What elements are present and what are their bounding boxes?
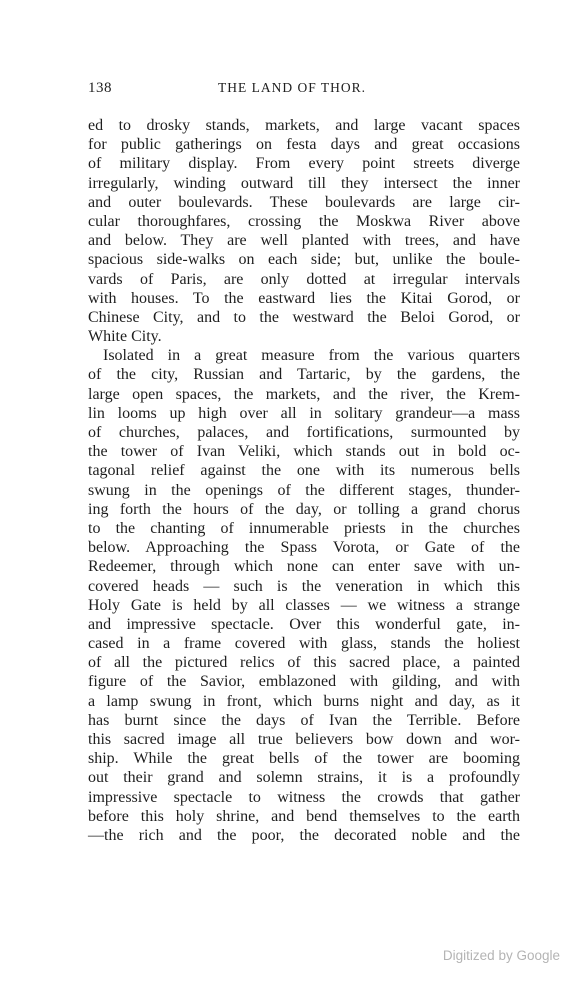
text-line: out their grand and solemn strains, it is a profoundly <box>88 769 520 787</box>
text-line: ship. While the great bells of the tower are booming <box>88 750 520 768</box>
text-line: figure of the Savior, emblazoned with gilding, and with <box>88 673 520 691</box>
text-line: of the city, Russian and Tartaric, by the gardens, the <box>88 366 520 384</box>
text-line: cased in a frame covered with glass, stands the holiest <box>88 635 520 653</box>
page-header <box>88 80 520 100</box>
running-head: THE LAND OF THOR. <box>218 80 366 95</box>
text-line: cular thoroughfares, crossing the Moskwa River above <box>88 212 520 230</box>
text-line: for public gatherings on festa days and great occasions <box>88 136 520 154</box>
digitized-watermark: Digitized by Google <box>442 948 560 963</box>
text-line: has burnt since the days of Ivan the Terrible. Before <box>88 711 520 729</box>
body-text <box>88 116 520 845</box>
text-line: irregularly, winding outward till they intersect the inner <box>88 174 520 192</box>
text-line: covered heads — such is the veneration in which this <box>88 577 520 595</box>
text-line: and impressive spectacle. Over this wonderful gate, in- <box>88 615 520 633</box>
text-line: to the chanting of innumerable priests in the churches <box>88 519 520 537</box>
text-line: large open spaces, the markets, and the river, the Krem- <box>88 385 520 403</box>
text-line: below. Approaching the Spass Vorota, or Gate of the <box>88 539 520 557</box>
text-line: swung in the openings of the different stages, thunder- <box>88 481 520 499</box>
text-line: this sacred image all true believers bow down and wor- <box>88 731 520 748</box>
text-line: —the rich and the poor, the decorated noble and the <box>88 826 520 844</box>
text-line: of all the pictured relics of this sacred place, a painted <box>88 654 520 672</box>
paragraph-start-line: Isolated in a great measure from the various quarters <box>103 347 520 365</box>
text-line: before this holy shrine, and bend themselves to the earth <box>88 807 520 825</box>
text-line: and outer boulevards. These boulevards are large cir- <box>88 193 520 211</box>
page-number: 138 <box>88 80 112 96</box>
text-line: Chinese City, and to the westward the Beloi Gorod, or <box>88 308 520 326</box>
text-line: spacious side-walks on each side; but, unlike the boule- <box>88 251 520 269</box>
text-line: a lamp swung in front, which burns night and day, as it <box>88 692 520 710</box>
text-line: tagonal relief against the one with its numerous bells <box>88 462 520 480</box>
text-line: the tower of Ivan Veliki, which stands out in bold oc- <box>88 443 520 461</box>
paragraph-end-line: White City. <box>88 328 162 346</box>
text-line: Redeemer, through which none can enter save with un- <box>88 558 520 576</box>
text-line: Holy Gate is held by all classes — we witness a strange <box>88 596 520 614</box>
text-line: lin looms up high over all in solitary grandeur—a mass <box>88 404 520 422</box>
text-line: of military display. From every point streets diverge <box>88 155 520 173</box>
text-line: vards of Paris, are only dotted at irregular intervals <box>88 270 520 288</box>
text-line: ing forth the hours of the day, or tolling a grand chorus <box>88 500 520 518</box>
text-line: impressive spectacle to witness the crowds that gather <box>88 788 520 806</box>
text-line: ed to drosky stands, markets, and large vacant spaces <box>88 117 520 134</box>
text-line: of churches, palaces, and fortifications, surmounted by <box>88 424 520 441</box>
text-line: and below. They are well planted with trees, and have <box>88 232 520 250</box>
text-line: with houses. To the eastward lies the Kitai Gorod, or <box>88 289 520 307</box>
